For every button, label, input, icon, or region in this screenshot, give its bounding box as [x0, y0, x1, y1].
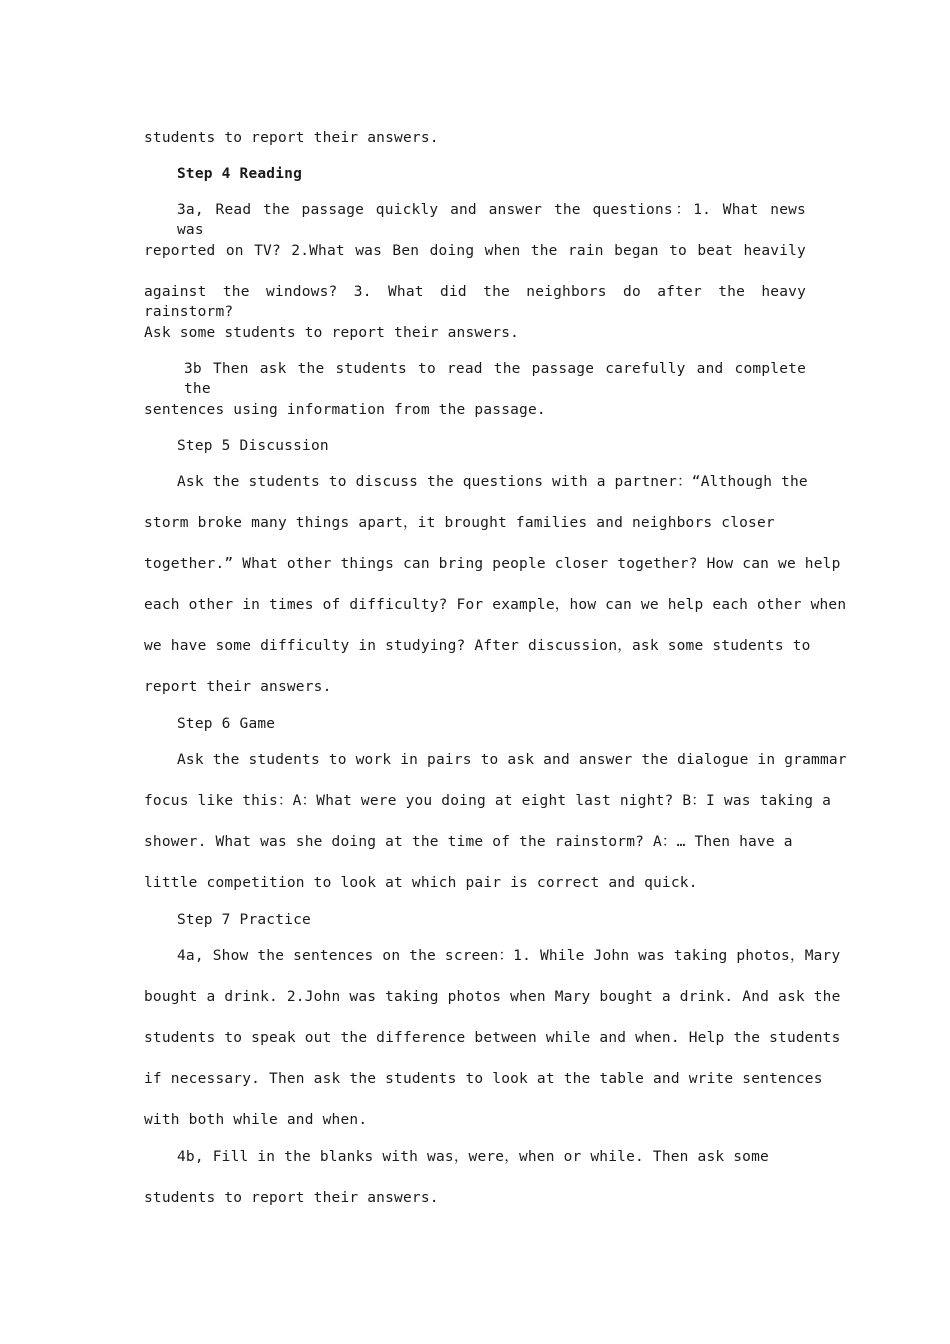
paragraph-line: students to speak out the difference between while and when. Help the students: [144, 1030, 841, 1046]
paragraph-line: Ask some students to report their answers.: [144, 325, 520, 341]
paragraph-line: reported on TV? 2.What was Ben doing when the rain began to beat heavily: [144, 243, 806, 259]
paragraph-line: 4b, Fill in the blanks with was，were，when or while. Then ask some: [177, 1149, 769, 1165]
paragraph-line: with both while and when.: [144, 1112, 368, 1128]
paragraph-line: little competition to look at which pair is correct and quick.: [144, 875, 698, 891]
section-heading-step-5: Step 5 Discussion: [177, 438, 329, 454]
paragraph-line: 3b Then ask the students to read the passage carefully and complete the: [184, 361, 806, 397]
paragraph-line: against the windows? 3. What did the neighbors do after the heavy rainstorm?: [144, 284, 806, 320]
paragraph-line: 3a, Read the passage quickly and answer the questions：1. What news was: [177, 202, 806, 238]
paragraph-line: we have some difficulty in studying? After discussion，ask some students to: [144, 638, 811, 654]
paragraph-line: Ask the students to discuss the questions with a partner：“Although the: [177, 474, 808, 490]
paragraph-line: together.” What other things can bring people closer together? How can we help: [144, 556, 841, 572]
paragraph-line: storm broke many things apart，it brought families and neighbors closer: [144, 515, 775, 531]
paragraph-line: if necessary. Then ask the students to look at the table and write sentences: [144, 1071, 823, 1087]
paragraph-line: each other in times of difficulty? For example，how can we help each other when: [144, 597, 847, 613]
section-heading-step-7: Step 7 Practice: [177, 912, 311, 928]
paragraph-line: focus like this：A：What were you doing at eight last night? B：I was taking a: [144, 793, 832, 809]
paragraph-line: 4a, Show the sentences on the screen：1. While John was taking photos，Mary: [177, 948, 841, 964]
paragraph-line: students to report their answers.: [144, 130, 439, 146]
paragraph-line: bought a drink. 2.John was taking photos when Mary bought a drink. And ask the: [144, 989, 841, 1005]
paragraph-line: students to report their answers.: [144, 1190, 439, 1206]
paragraph-line: shower. What was she doing at the time of the rainstorm? A：… Then have a: [144, 834, 793, 850]
section-heading-step-4: Step 4 Reading: [177, 166, 303, 182]
paragraph-line: sentences using information from the passage.: [144, 402, 546, 418]
paragraph-line: report their answers.: [144, 679, 332, 695]
section-heading-step-6: Step 6 Game: [177, 716, 276, 732]
paragraph-line: Ask the students to work in pairs to ask and answer the dialogue in grammar: [177, 752, 847, 768]
